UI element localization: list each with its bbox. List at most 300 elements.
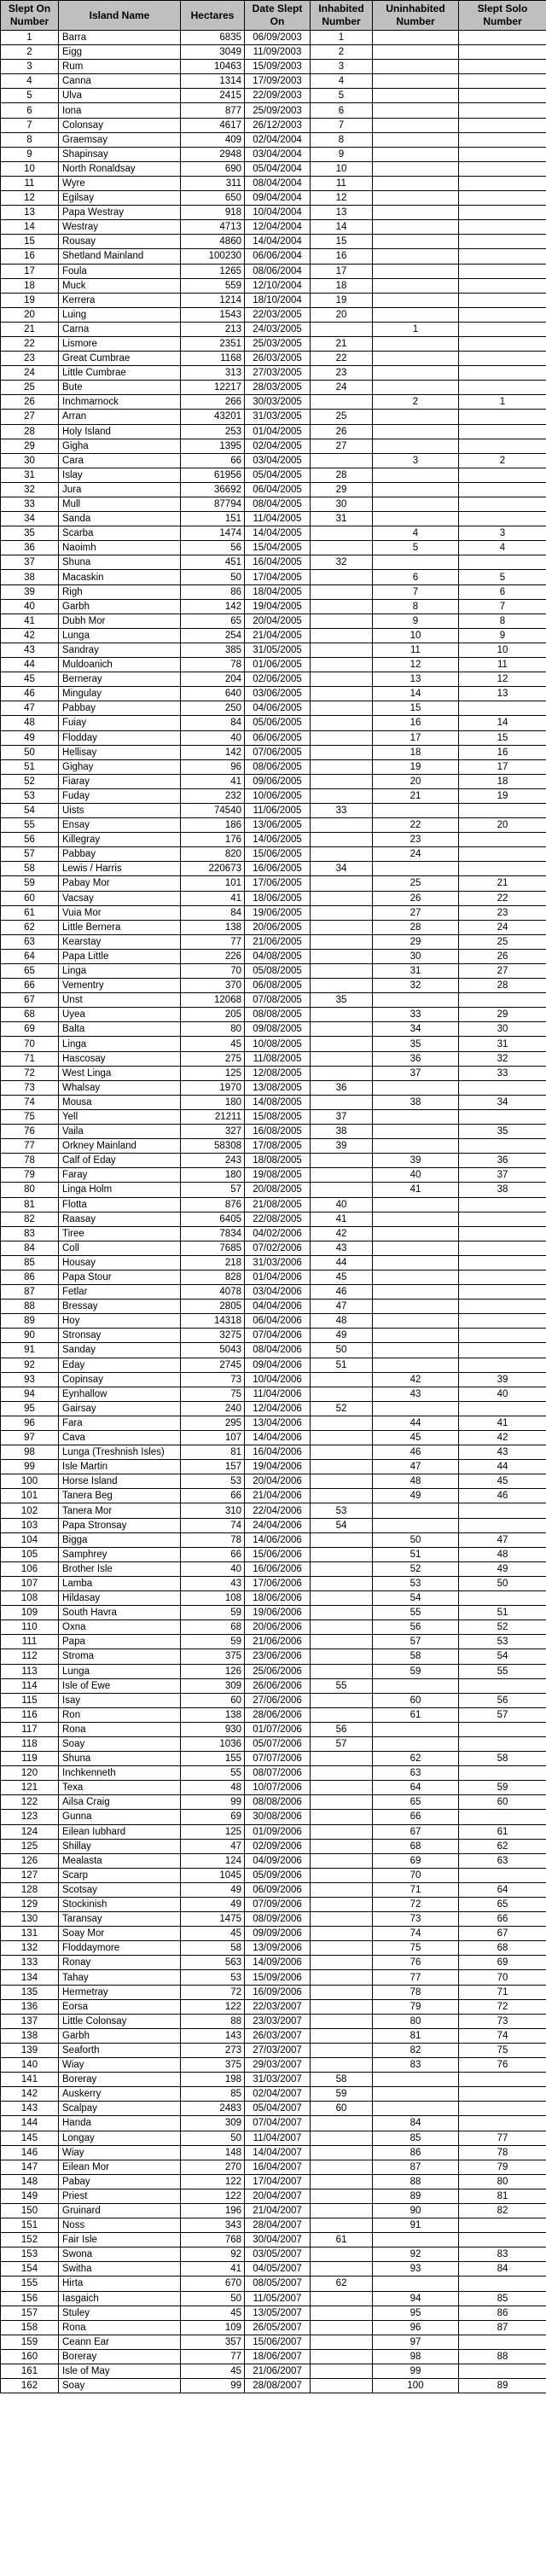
inhabited-number-cell: 14 (311, 220, 373, 235)
date-slept-on-cell: 07/06/2005 (245, 745, 311, 759)
island-name-cell: Seaforth (59, 2043, 181, 2057)
slept-on-number-cell: 113 (1, 1664, 59, 1678)
uninhabited-number-cell (373, 2277, 459, 2291)
uninhabited-number-cell: 36 (373, 1051, 459, 1066)
date-slept-on-cell: 30/03/2005 (245, 395, 311, 410)
island-name-cell: Westray (59, 220, 181, 235)
date-slept-on-cell: 17/06/2006 (245, 1576, 311, 1590)
island-name-cell: Eynhallow (59, 1387, 181, 1401)
island-name-cell: Berneray (59, 672, 181, 687)
table-row (1, 1722, 546, 1736)
slept-solo-number-cell (459, 2364, 546, 2379)
hectares-cell: 1475 (181, 1912, 245, 1927)
date-slept-on-cell: 20/04/2007 (245, 2189, 311, 2203)
inhabited-number-cell: 47 (311, 1300, 373, 1314)
island-name-cell: Tiree (59, 1226, 181, 1241)
uninhabited-number-cell: 10 (373, 628, 459, 643)
inhabited-number-cell: 1 (311, 31, 373, 45)
table-row (1, 1372, 546, 1387)
hectares-cell: 204 (181, 672, 245, 687)
hectares-cell: 876 (181, 1197, 245, 1212)
slept-solo-number-cell (459, 1241, 546, 1255)
island-name-cell: Copinsay (59, 1372, 181, 1387)
uninhabited-number-cell: 9 (373, 613, 459, 628)
slept-on-number-cell: 20 (1, 307, 59, 322)
table-row (1, 1606, 546, 1620)
uninhabited-number-cell: 6 (373, 570, 459, 584)
inhabited-number-cell (311, 2379, 373, 2393)
slept-solo-number-cell: 31 (459, 1037, 546, 1051)
date-slept-on-cell: 25/03/2005 (245, 336, 311, 351)
slept-solo-number-cell: 28 (459, 979, 546, 993)
slept-on-number-cell: 136 (1, 1999, 59, 2014)
slept-on-number-cell: 87 (1, 1285, 59, 1300)
hectares-cell: 1036 (181, 1736, 245, 1751)
inhabited-number-cell: 34 (311, 862, 373, 876)
slept-on-number-cell: 112 (1, 1649, 59, 1664)
slept-on-number-cell: 38 (1, 570, 59, 584)
uninhabited-number-cell: 43 (373, 1387, 459, 1401)
uninhabited-number-cell: 4 (373, 526, 459, 541)
slept-on-number-cell: 139 (1, 2043, 59, 2057)
date-slept-on-cell: 14/04/2006 (245, 1431, 311, 1445)
island-name-cell: Wiay (59, 2058, 181, 2073)
table-row (1, 1051, 546, 1066)
date-slept-on-cell: 18/10/2004 (245, 293, 311, 307)
inhabited-number-cell (311, 876, 373, 891)
slept-on-number-cell: 83 (1, 1226, 59, 1241)
inhabited-number-cell (311, 1635, 373, 1649)
slept-solo-number-cell: 79 (459, 2160, 546, 2174)
uninhabited-number-cell: 12 (373, 658, 459, 672)
uninhabited-number-cell (373, 45, 459, 60)
date-slept-on-cell: 02/04/2005 (245, 439, 311, 453)
island-name-cell: Barra (59, 31, 181, 45)
island-name-cell: Isay (59, 1693, 181, 1707)
table-row (1, 1401, 546, 1416)
date-slept-on-cell: 10/06/2005 (245, 788, 311, 803)
uninhabited-number-cell: 34 (373, 1022, 459, 1037)
slept-on-number-cell: 161 (1, 2364, 59, 2379)
inhabited-number-cell (311, 701, 373, 716)
hectares-cell: 327 (181, 1125, 245, 1139)
island-name-cell: Tanera Mor (59, 1503, 181, 1518)
hectares-cell: 155 (181, 1752, 245, 1766)
hectares-cell: 273 (181, 2043, 245, 2057)
slept-on-number-cell: 106 (1, 1561, 59, 1576)
hectares-cell: 563 (181, 1956, 245, 1970)
island-name-cell: Priest (59, 2189, 181, 2203)
uninhabited-number-cell (373, 424, 459, 439)
slept-on-number-cell: 41 (1, 613, 59, 628)
date-slept-on-cell: 26/06/2006 (245, 1678, 311, 1693)
table-row (1, 1037, 546, 1051)
table-row (1, 1329, 546, 1343)
table-row (1, 206, 546, 220)
island-name-cell: Raasay (59, 1212, 181, 1226)
date-slept-on-cell: 08/09/2006 (245, 1912, 311, 1927)
date-slept-on-cell: 14/08/2005 (245, 1095, 311, 1109)
table-row (1, 2131, 546, 2145)
slept-solo-number-cell: 78 (459, 2145, 546, 2160)
hectares-cell: 69 (181, 1810, 245, 1824)
slept-solo-number-cell (459, 1518, 546, 1532)
date-slept-on-cell: 17/06/2005 (245, 876, 311, 891)
inhabited-number-cell (311, 2174, 373, 2189)
island-name-cell: Pabbay (59, 847, 181, 862)
slept-solo-number-cell (459, 118, 546, 132)
uninhabited-number-cell: 79 (373, 1999, 459, 2014)
island-name-cell: Fuday (59, 788, 181, 803)
island-name-cell: North Ronaldsay (59, 161, 181, 176)
inhabited-number-cell (311, 847, 373, 862)
island-name-cell: Housay (59, 1255, 181, 1270)
island-name-cell: Linga (59, 964, 181, 979)
hectares-cell: 77 (181, 2349, 245, 2364)
date-slept-on-cell: 15/09/2006 (245, 1970, 311, 1985)
slept-on-number-cell: 140 (1, 2058, 59, 2073)
hectares-cell: 122 (181, 1999, 245, 2014)
table-row (1, 1387, 546, 1401)
uninhabited-number-cell: 66 (373, 1810, 459, 1824)
inhabited-number-cell (311, 1810, 373, 1824)
uninhabited-number-cell (373, 1270, 459, 1284)
slept-solo-number-cell (459, 60, 546, 74)
inhabited-number-cell: 6 (311, 103, 373, 118)
island-name-cell: Inchmarnock (59, 395, 181, 410)
inhabited-number-cell (311, 964, 373, 979)
date-slept-on-cell: 05/09/2006 (245, 1868, 311, 1882)
inhabited-number-cell (311, 2189, 373, 2203)
hectares-cell: 157 (181, 1460, 245, 1474)
date-slept-on-cell: 18/06/2005 (245, 891, 311, 905)
inhabited-number-cell: 12 (311, 191, 373, 206)
inhabited-number-cell: 56 (311, 1722, 373, 1736)
header-slept-solo-number: Slept Solo Number (459, 1, 546, 31)
inhabited-number-cell (311, 1022, 373, 1037)
date-slept-on-cell: 12/04/2006 (245, 1401, 311, 1416)
hectares-cell: 68 (181, 1620, 245, 1635)
slept-solo-number-cell: 29 (459, 1008, 546, 1022)
island-name-cell: Uists (59, 803, 181, 817)
slept-on-number-cell: 103 (1, 1518, 59, 1532)
table-row (1, 818, 546, 833)
uninhabited-number-cell: 13 (373, 672, 459, 687)
slept-solo-number-cell: 9 (459, 628, 546, 643)
date-slept-on-cell: 14/04/2007 (245, 2145, 311, 2160)
uninhabited-number-cell: 41 (373, 1183, 459, 1197)
slept-solo-number-cell (459, 803, 546, 817)
slept-solo-number-cell: 63 (459, 1853, 546, 1868)
slept-on-number-cell: 95 (1, 1401, 59, 1416)
inhabited-number-cell (311, 2160, 373, 2174)
slept-solo-number-cell (459, 1212, 546, 1226)
slept-solo-number-cell (459, 264, 546, 278)
hectares-cell: 57 (181, 1183, 245, 1197)
inhabited-number-cell: 37 (311, 1109, 373, 1124)
table-row (1, 410, 546, 424)
slept-solo-number-cell: 71 (459, 1985, 546, 1999)
inhabited-number-cell: 8 (311, 132, 373, 147)
inhabited-number-cell (311, 584, 373, 599)
hectares-cell: 4617 (181, 118, 245, 132)
island-name-cell: Rum (59, 60, 181, 74)
inhabited-number-cell (311, 687, 373, 701)
table-row (1, 1474, 546, 1489)
slept-on-number-cell: 119 (1, 1752, 59, 1766)
table-row (1, 2335, 546, 2349)
table-row (1, 2058, 546, 2073)
table-row (1, 1999, 546, 2014)
date-slept-on-cell: 01/04/2005 (245, 424, 311, 439)
slept-on-number-cell: 27 (1, 410, 59, 424)
slept-solo-number-cell (459, 322, 546, 336)
slept-solo-number-cell: 50 (459, 1576, 546, 1590)
island-name-cell: Gairsay (59, 1401, 181, 1416)
slept-on-number-cell: 82 (1, 1212, 59, 1226)
table-row (1, 1693, 546, 1707)
table-row (1, 1212, 546, 1226)
island-name-cell: Taransay (59, 1912, 181, 1927)
table-row (1, 381, 546, 395)
date-slept-on-cell: 16/06/2005 (245, 862, 311, 876)
uninhabited-number-cell: 62 (373, 1752, 459, 1766)
table-row (1, 1241, 546, 1255)
slept-solo-number-cell: 43 (459, 1445, 546, 1460)
slept-solo-number-cell: 84 (459, 2262, 546, 2277)
slept-on-number-cell: 58 (1, 862, 59, 876)
inhabited-number-cell (311, 833, 373, 847)
slept-on-number-cell: 25 (1, 381, 59, 395)
header-uninhabited-number: Uninhabited Number (373, 1, 459, 31)
slept-solo-number-cell: 35 (459, 1125, 546, 1139)
table-row (1, 1868, 546, 1882)
island-name-cell: Fiaray (59, 774, 181, 788)
date-slept-on-cell: 16/08/2005 (245, 1125, 311, 1139)
date-slept-on-cell: 28/06/2006 (245, 1707, 311, 1722)
inhabited-number-cell: 57 (311, 1736, 373, 1751)
island-name-cell: Ron (59, 1707, 181, 1722)
table-row (1, 1941, 546, 1956)
inhabited-number-cell: 27 (311, 439, 373, 453)
slept-on-number-cell: 127 (1, 1868, 59, 1882)
island-name-cell: Lunga (Treshnish Isles) (59, 1445, 181, 1460)
slept-on-number-cell: 130 (1, 1912, 59, 1927)
slept-on-number-cell: 146 (1, 2145, 59, 2160)
slept-solo-number-cell (459, 2218, 546, 2233)
table-row (1, 1736, 546, 1751)
island-name-cell: Rousay (59, 235, 181, 249)
table-row (1, 1445, 546, 1460)
uninhabited-number-cell: 3 (373, 453, 459, 468)
table-row (1, 1255, 546, 1270)
slept-on-number-cell: 67 (1, 993, 59, 1008)
hectares-cell: 7685 (181, 1241, 245, 1255)
date-slept-on-cell: 08/04/2005 (245, 497, 311, 512)
table-row (1, 235, 546, 249)
table-row (1, 2364, 546, 2379)
date-slept-on-cell: 19/06/2006 (245, 1606, 311, 1620)
slept-solo-number-cell: 69 (459, 1956, 546, 1970)
slept-on-number-cell: 122 (1, 1795, 59, 1810)
inhabited-number-cell: 11 (311, 176, 373, 190)
uninhabited-number-cell: 69 (373, 1853, 459, 1868)
uninhabited-number-cell: 26 (373, 891, 459, 905)
hectares-cell: 41 (181, 2262, 245, 2277)
uninhabited-number-cell: 8 (373, 599, 459, 613)
slept-on-number-cell: 109 (1, 1606, 59, 1620)
table-row (1, 278, 546, 293)
slept-solo-number-cell: 3 (459, 526, 546, 541)
table-row (1, 920, 546, 934)
table-row (1, 132, 546, 147)
island-name-cell: Fair Isle (59, 2233, 181, 2247)
date-slept-on-cell: 20/04/2005 (245, 613, 311, 628)
uninhabited-number-cell (373, 1300, 459, 1314)
date-slept-on-cell: 27/06/2006 (245, 1693, 311, 1707)
island-name-cell: Eday (59, 1358, 181, 1372)
slept-on-number-cell: 57 (1, 847, 59, 862)
uninhabited-number-cell (373, 352, 459, 366)
slept-solo-number-cell: 82 (459, 2203, 546, 2218)
island-name-cell: Uyea (59, 1008, 181, 1022)
date-slept-on-cell: 17/09/2003 (245, 74, 311, 89)
uninhabited-number-cell: 40 (373, 1168, 459, 1183)
inhabited-number-cell (311, 2014, 373, 2028)
island-name-cell: Pabay Mor (59, 876, 181, 891)
uninhabited-number-cell (373, 1285, 459, 1300)
island-name-cell: Kearstay (59, 934, 181, 949)
inhabited-number-cell (311, 905, 373, 920)
inhabited-number-cell: 19 (311, 293, 373, 307)
slept-solo-number-cell (459, 103, 546, 118)
table-row (1, 424, 546, 439)
uninhabited-number-cell (373, 206, 459, 220)
date-slept-on-cell: 16/09/2006 (245, 1985, 311, 1999)
island-name-cell: Little Cumbrae (59, 366, 181, 381)
uninhabited-number-cell: 70 (373, 1868, 459, 1882)
slept-on-number-cell: 91 (1, 1343, 59, 1358)
hectares-cell: 313 (181, 366, 245, 381)
table-row (1, 1300, 546, 1314)
inhabited-number-cell (311, 1532, 373, 1547)
uninhabited-number-cell (373, 1212, 459, 1226)
slept-on-number-cell: 92 (1, 1358, 59, 1372)
island-name-cell: Oxna (59, 1620, 181, 1635)
hectares-cell: 295 (181, 1416, 245, 1430)
slept-on-number-cell: 141 (1, 2073, 59, 2087)
uninhabited-number-cell (373, 1314, 459, 1329)
island-name-cell: Lamba (59, 1576, 181, 1590)
uninhabited-number-cell: 24 (373, 847, 459, 862)
slept-on-number-cell: 126 (1, 1853, 59, 1868)
slept-on-number-cell: 79 (1, 1168, 59, 1183)
island-name-cell: Scarba (59, 526, 181, 541)
slept-on-number-cell: 12 (1, 191, 59, 206)
inhabited-number-cell (311, 1168, 373, 1183)
table-row (1, 2028, 546, 2043)
uninhabited-number-cell (373, 862, 459, 876)
hectares-cell: 3049 (181, 45, 245, 60)
table-row (1, 1095, 546, 1109)
uninhabited-number-cell (373, 468, 459, 482)
hectares-cell: 124 (181, 1853, 245, 1868)
island-name-cell: Ronay (59, 1956, 181, 1970)
island-name-cell: Garbh (59, 599, 181, 613)
date-slept-on-cell: 08/06/2004 (245, 264, 311, 278)
island-name-cell: Hirta (59, 2277, 181, 2291)
date-slept-on-cell: 13/05/2007 (245, 2306, 311, 2320)
table-row (1, 2145, 546, 2160)
island-name-cell: Fetlar (59, 1285, 181, 1300)
table-row (1, 803, 546, 817)
slept-solo-number-cell: 81 (459, 2189, 546, 2203)
slept-solo-number-cell (459, 1591, 546, 1606)
inhabited-number-cell: 7 (311, 118, 373, 132)
table-row (1, 1431, 546, 1445)
island-name-cell: Vacsay (59, 891, 181, 905)
slept-on-number-cell: 17 (1, 264, 59, 278)
slept-solo-number-cell (459, 1810, 546, 1824)
date-slept-on-cell: 05/04/2005 (245, 468, 311, 482)
uninhabited-number-cell: 59 (373, 1664, 459, 1678)
slept-solo-number-cell: 59 (459, 1781, 546, 1795)
island-name-cell: Samphrey (59, 1547, 181, 1561)
date-slept-on-cell: 03/06/2005 (245, 687, 311, 701)
slept-solo-number-cell: 77 (459, 2131, 546, 2145)
slept-on-number-cell: 144 (1, 2116, 59, 2131)
date-slept-on-cell: 21/06/2005 (245, 934, 311, 949)
table-row (1, 2277, 546, 2291)
hectares-cell: 275 (181, 1051, 245, 1066)
date-slept-on-cell: 08/05/2007 (245, 2277, 311, 2291)
inhabited-number-cell (311, 1839, 373, 1853)
island-name-cell: Pabbay (59, 701, 181, 716)
date-slept-on-cell: 18/04/2005 (245, 584, 311, 599)
slept-solo-number-cell (459, 468, 546, 482)
slept-solo-number-cell: 49 (459, 1561, 546, 1576)
slept-on-number-cell: 42 (1, 628, 59, 643)
uninhabited-number-cell (373, 1226, 459, 1241)
uninhabited-number-cell (373, 60, 459, 74)
table-row (1, 2203, 546, 2218)
inhabited-number-cell: 48 (311, 1314, 373, 1329)
slept-on-number-cell: 123 (1, 1810, 59, 1824)
slept-solo-number-cell: 56 (459, 1693, 546, 1707)
slept-on-number-cell: 61 (1, 905, 59, 920)
inhabited-number-cell (311, 599, 373, 613)
table-row (1, 541, 546, 555)
slept-solo-number-cell: 60 (459, 1795, 546, 1810)
table-row (1, 599, 546, 613)
date-slept-on-cell: 08/04/2004 (245, 176, 311, 190)
hectares-cell: 99 (181, 1795, 245, 1810)
island-name-cell: Hildasay (59, 1591, 181, 1606)
slept-on-number-cell: 152 (1, 2233, 59, 2247)
uninhabited-number-cell: 52 (373, 1561, 459, 1576)
table-row (1, 2073, 546, 2087)
date-slept-on-cell: 01/07/2006 (245, 1722, 311, 1736)
hectares-cell: 99 (181, 2379, 245, 2393)
hectares-cell: 918 (181, 206, 245, 220)
slept-on-number-cell: 31 (1, 468, 59, 482)
uninhabited-number-cell: 32 (373, 979, 459, 993)
island-name-cell: Bute (59, 381, 181, 395)
header-row (1, 1, 546, 31)
uninhabited-number-cell (373, 176, 459, 190)
slept-on-number-cell: 71 (1, 1051, 59, 1066)
uninhabited-number-cell: 54 (373, 1591, 459, 1606)
